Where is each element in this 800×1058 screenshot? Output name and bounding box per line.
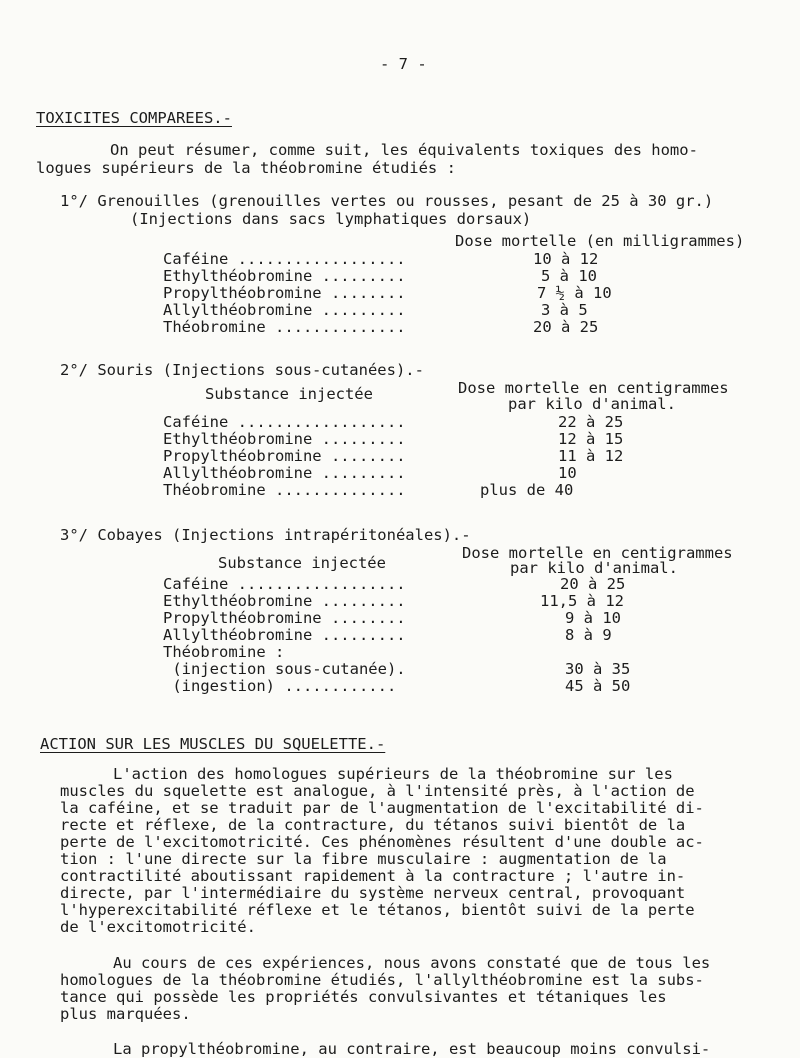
g2-row-name: Théobromine .............. [163,481,406,499]
page-number: - 7 - [380,55,427,73]
g1-row-name: Ethylthéobromine ......... [163,267,406,285]
group2-dose-header-1: Dose mortelle en centigrammes [458,379,729,397]
para1-line: directe, par l'intermédiaire du système nerveux central, provoquant [60,884,686,902]
g3-row-name: Théobromine : [163,643,285,661]
section-heading-action-muscles: ACTION SUR LES MUSCLES DU SQUELETTE.- [40,735,386,753]
para1-line: recte et réflexe, de la contracture, du tétanos suivi bientôt de la [60,816,686,834]
para3-partial-line: La propylthéobromine, au contraire, est beaucoup moins convulsi- [113,1040,711,1058]
para1-line: contractilité aboutissant rapidement à la contracture ; l'autre in- [60,867,686,885]
group3-title: 3°/ Cobayes (Injections intrapéritonéales).- [60,526,471,544]
g2-row-name: Allylthéobromine ......... [163,464,406,482]
g1-row-name: Caféine .................. [163,250,406,268]
group2-title: 2°/ Souris (Injections sous-cutanées).- [60,361,424,379]
para1-line: L'action des homologues supérieurs de la théobromine sur les [113,765,673,783]
para1-line: perte de l'excitomotricité. Ces phénomènes résultent d'une double ac- [60,833,704,851]
g3-row-dose: 30 à 35 [565,660,631,678]
intro-line-2: logues supérieurs de la théobromine étudiés : [36,159,456,177]
group2-substance-header: Substance injectée [205,385,373,403]
g3-row-dose: 20 à 25 [560,575,626,593]
group1-title: 1°/ Grenouilles (grenouilles vertes ou rousses, pesant de 25 à 30 gr.) [60,192,714,210]
g1-row-dose: 10 à 12 [533,250,599,268]
para2-line: homologues de la théobromine étudiés, l'allylthéobromine est la subs- [60,971,704,989]
g3-row-name: Ethylthéobromine ......... [163,592,406,610]
intro-line-1: On peut résumer, comme suit, les équivalents toxiques des homo- [110,141,698,159]
g2-row-dose: 12 à 15 [558,430,624,448]
g2-row-dose: 10 [558,464,577,482]
g3-row-name: (ingestion) ............ [163,677,397,695]
g1-row-name: Théobromine .............. [163,318,406,336]
g1-row-dose: 20 à 25 [533,318,599,336]
group3-dose-header-2: par kilo d'animal. [510,559,678,577]
para2-line: plus marquées. [60,1005,191,1023]
para1-line: l'hyperexcitabilité réflexe et le tétanos, bientôt suivi de la perte [60,901,695,919]
g1-row-name: Propylthéobromine ........ [163,284,406,302]
group3-substance-header: Substance injectée [218,554,386,572]
g1-row-name: Allylthéobromine ......... [163,301,406,319]
g2-row-name: Caféine .................. [163,413,406,431]
g2-row-dose: plus de 40 [480,481,574,499]
group1-dose-header: Dose mortelle (en milligrammes) [455,232,745,250]
g3-row-name: Caféine .................. [163,575,406,593]
para2-line: tance qui possède les propriétés convulsivantes et tétaniques les [60,988,667,1006]
g1-row-dose: 3 à 5 [541,301,588,319]
group1-subtitle: (Injections dans sacs lymphatiques dorsaux) [130,210,532,228]
g3-row-dose: 9 à 10 [565,609,621,627]
g2-row-name: Propylthéobromine ........ [163,447,406,465]
g3-row-dose: 45 à 50 [565,677,631,695]
group3-dose-header-1: Dose mortelle en centigrammes [462,544,733,562]
g2-row-name: Ethylthéobromine ......... [163,430,406,448]
section-heading-toxicites: TOXICITES COMPAREES.- [36,109,232,127]
g3-row-name: (injection sous-cutanée). [163,660,406,678]
para2-line: Au cours de ces expériences, nous avons constaté que de tous les [113,954,711,972]
para1-line: de l'excitomotricité. [60,918,256,936]
g2-row-dose: 22 à 25 [558,413,624,431]
g3-row-name: Allylthéobromine ......... [163,626,406,644]
g3-row-dose: 11,5 à 12 [540,592,624,610]
g1-row-dose: 7 ½ à 10 [537,284,612,302]
g3-row-name: Propylthéobromine ........ [163,609,406,627]
g3-row-dose: 8 à 9 [565,626,612,644]
g1-row-dose: 5 à 10 [541,267,597,285]
para1-line: tion : l'une directe sur la fibre musculaire : augmentation de la [60,850,667,868]
group2-dose-header-2: par kilo d'animal. [508,395,676,413]
para1-line: la caféine, et se traduit par de l'augmentation de l'excitabilité di- [60,799,704,817]
para1-line: muscles du squelette est analogue, à l'intensité près, à l'action de [60,782,695,800]
g2-row-dose: 11 à 12 [558,447,624,465]
